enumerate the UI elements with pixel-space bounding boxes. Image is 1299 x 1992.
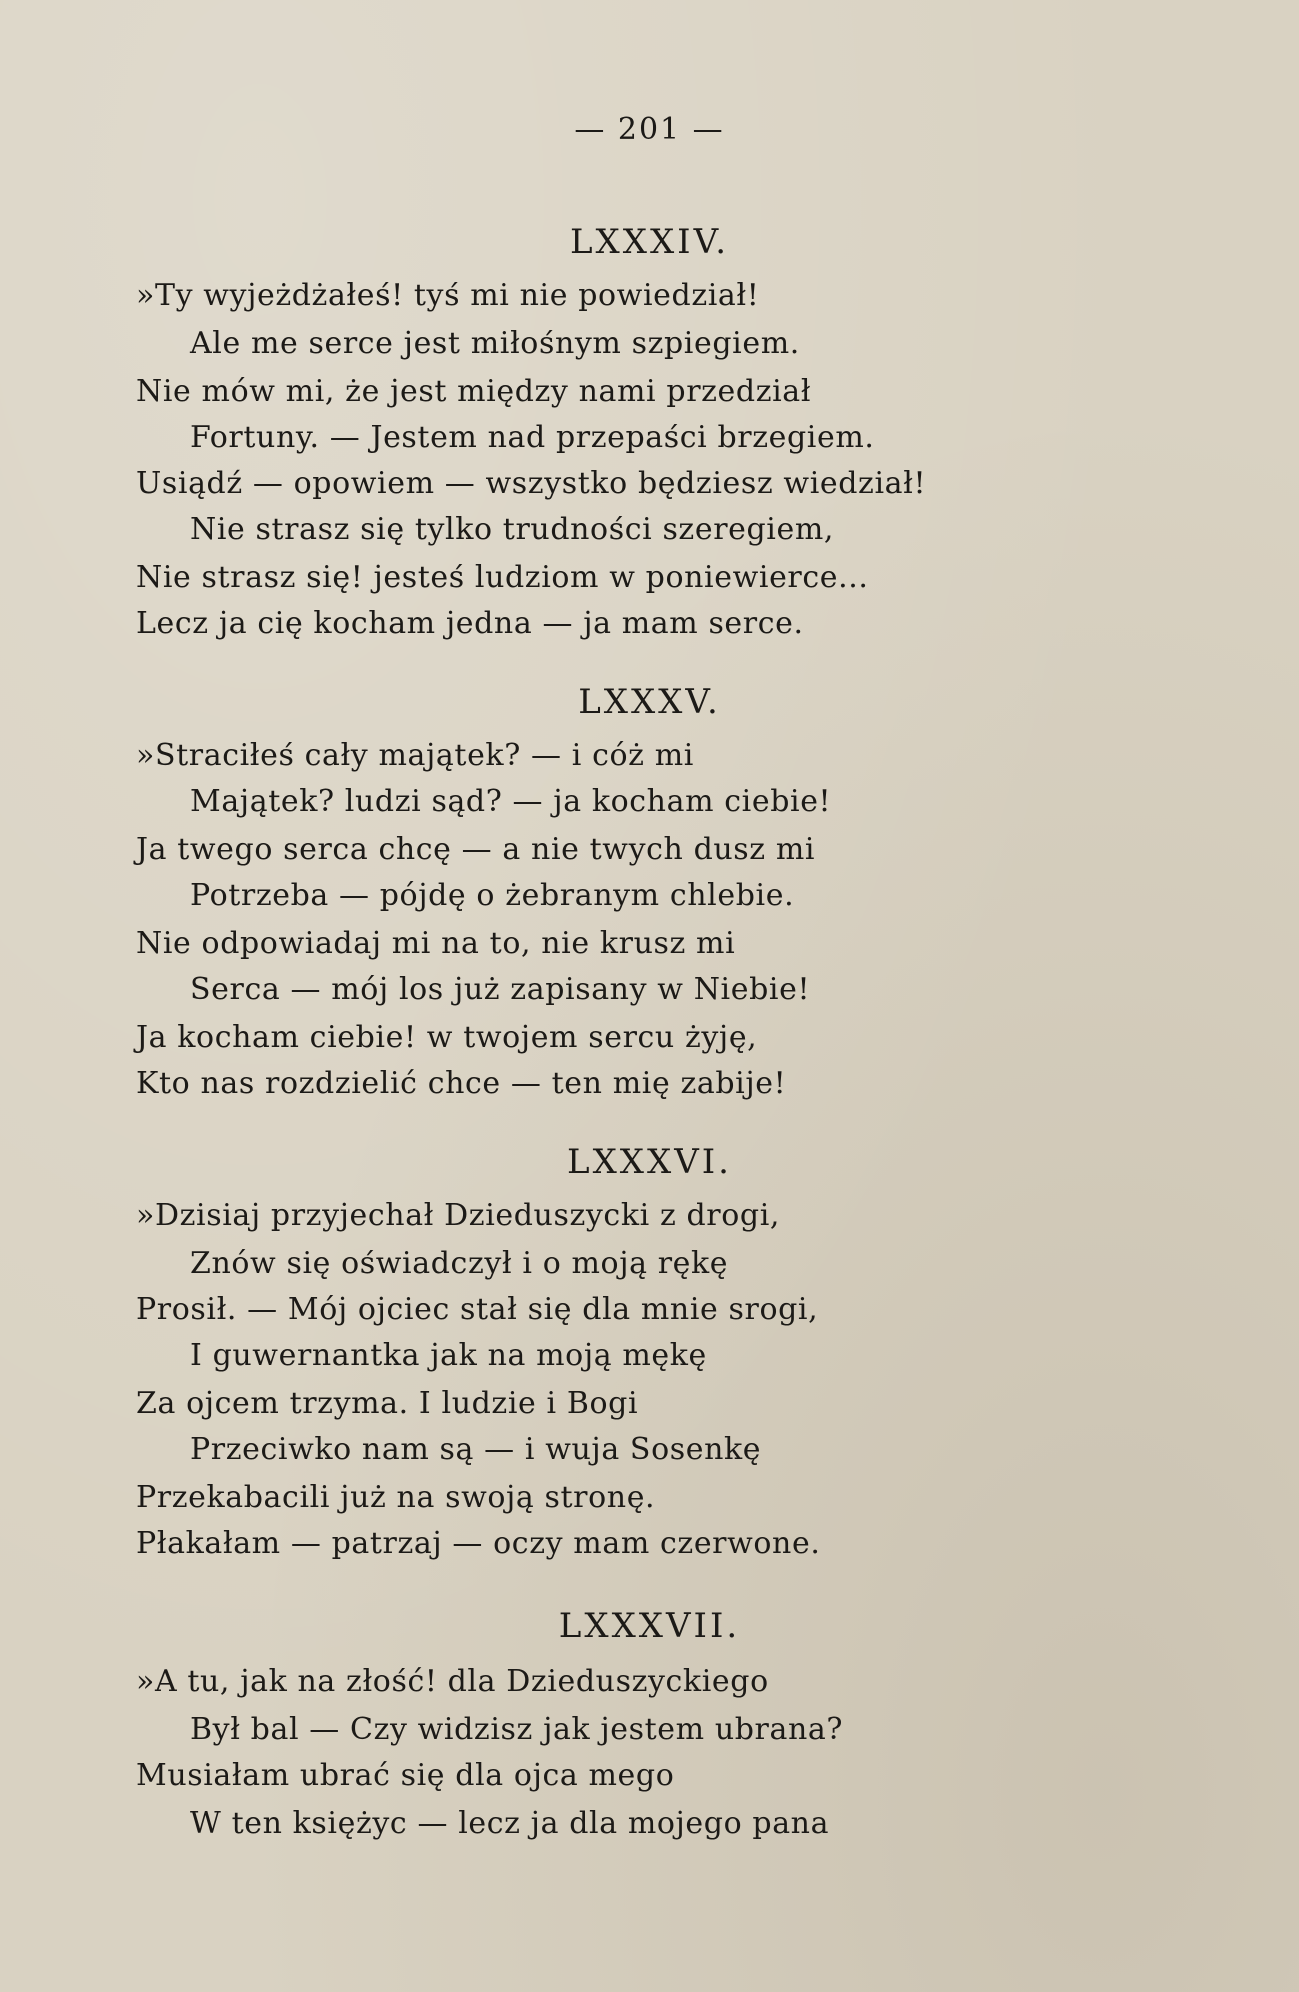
- stanza-heading: LXXXVII.: [558, 1606, 741, 1646]
- verse-line: Nie strasz się! jesteś ludziom w poniewierce...: [136, 560, 869, 595]
- verse-line: Serca — mój los już zapisany w Niebie!: [190, 972, 811, 1007]
- verse-line: Ale me serce jest miłośnym szpiegiem.: [190, 326, 800, 361]
- verse-line: Znów się oświadczył i o moją rękę: [190, 1246, 729, 1281]
- verse-line: Majątek? ludzi sąd? — ja kocham ciebie!: [190, 784, 832, 819]
- stanza-heading: LXXXVI.: [567, 1142, 732, 1182]
- verse-line: Przekabacili już na swoją stronę.: [136, 1480, 656, 1515]
- verse-line: Ja kocham ciebie! w twojem sercu żyję,: [136, 1020, 758, 1055]
- verse-line: I guwernantka jak na moją mękę: [190, 1338, 707, 1373]
- verse-line: Płakałam — patrzaj — oczy mam czerwone.: [136, 1526, 821, 1561]
- stanza-heading: LXXXIV.: [569, 222, 730, 262]
- verse-line: Lecz ja cię kocham jedna — ja mam serce.: [136, 606, 804, 641]
- page-number: — 201 —: [574, 112, 725, 147]
- verse-line: Nie odpowiadaj mi na to, nie krusz mi: [136, 926, 736, 961]
- stanza-heading: LXXXV.: [578, 682, 721, 722]
- verse-line: Usiądź — opowiem — wszystko będziesz wiedział!: [136, 466, 927, 501]
- verse-line: Był bal — Czy widzisz jak jestem ubrana?: [190, 1712, 844, 1747]
- verse-line: Musiałam ubrać się dla ojca mego: [136, 1758, 675, 1793]
- verse-line: Ja twego serca chcę — a nie twych dusz mi: [136, 832, 816, 867]
- verse-line: Nie strasz się tylko trudności szeregiem,: [190, 512, 835, 547]
- verse-line: »Ty wyjeżdżałeś! tyś mi nie powiedział!: [136, 278, 760, 313]
- verse-line: Fortuny. — Jestem nad przepaści brzegiem.: [190, 420, 875, 455]
- verse-line: Kto nas rozdzielić chce — ten mię zabije!: [136, 1066, 787, 1101]
- verse-line: Za ojcem trzyma. I ludzie i Bogi: [136, 1386, 639, 1421]
- verse-line: Nie mów mi, że jest między nami przedział: [136, 374, 812, 409]
- verse-line: Przeciwko nam są — i wuja Sosenkę: [190, 1432, 762, 1467]
- verse-line: »A tu, jak na złość! dla Dzieduszyckiego: [136, 1664, 769, 1699]
- verse-line: Potrzeba — pójdę o żebranym chlebie.: [190, 878, 795, 913]
- verse-line: »Straciłeś cały majątek? — i cóż mi: [136, 738, 694, 773]
- verse-line: W ten księżyc — lecz ja dla mojego pana: [190, 1806, 830, 1841]
- verse-line: »Dzisiaj przyjechał Dzieduszycki z drogi,: [136, 1198, 781, 1233]
- verse-line: Prosił. — Mój ojciec stał się dla mnie srogi,: [136, 1292, 819, 1327]
